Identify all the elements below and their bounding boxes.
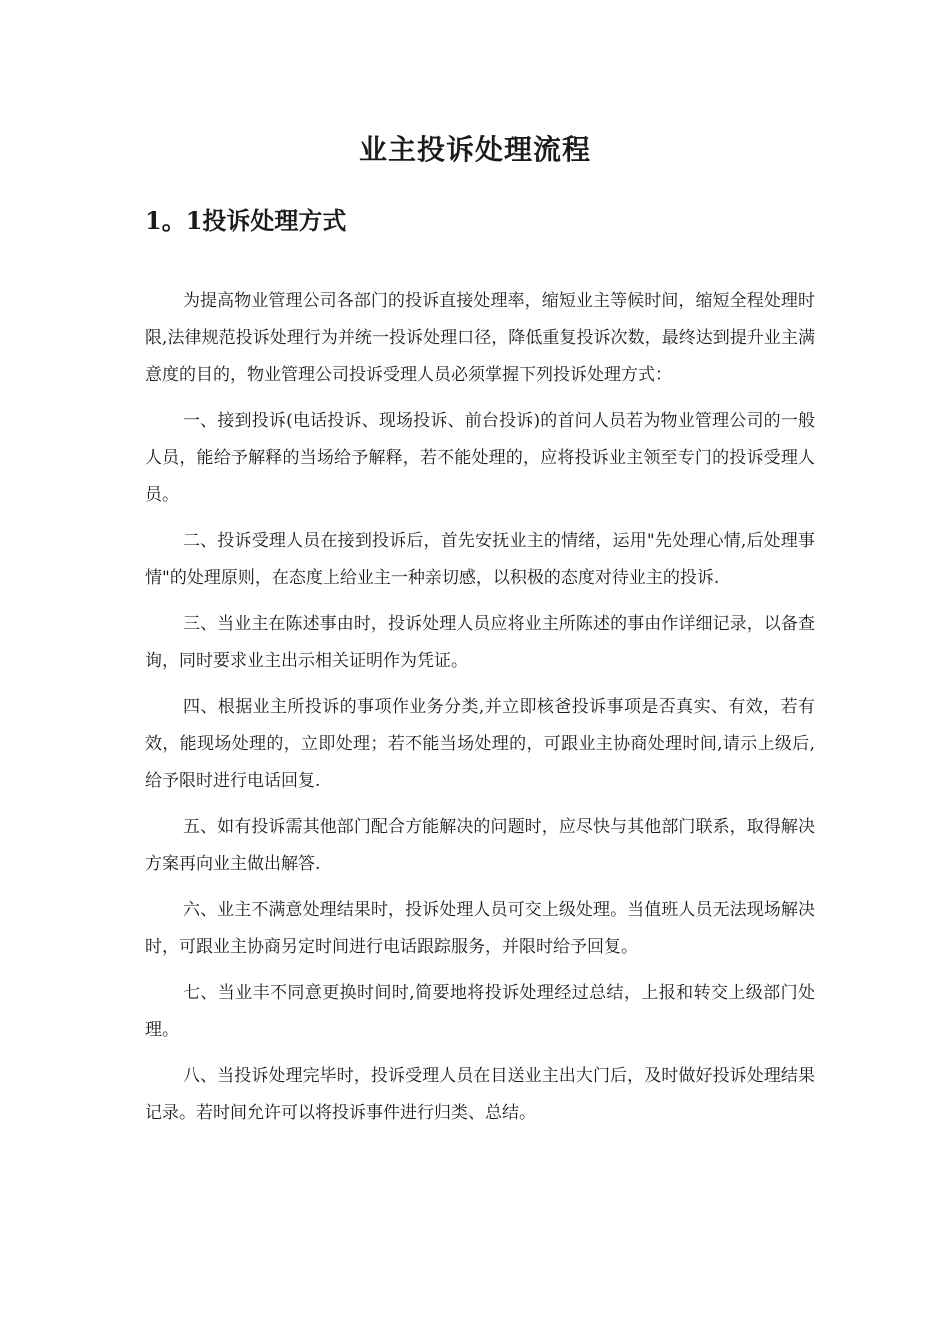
section-heading: 1。1投诉处理方式: [145, 206, 347, 235]
procedure-step-6: 六、业主不满意处理结果时，投诉处理人员可交上级处理。当值班人员无法现场解决时，可跟业主协商另定时间进行电话跟踪服务，并限时给予回复。: [145, 900, 815, 957]
document-title: 业主投诉处理流程: [358, 133, 591, 166]
procedure-step-5: 五、如有投诉需其他部门配合方能解决的问题时，应尽快与其他部门联系，取得解决方案再向业主做出解答.: [145, 817, 815, 874]
procedure-step-3: 三、当业主在陈述事由时，投诉处理人员应将业主所陈述的事由作详细记录，以备查询，同时要求业主出示相关证明作为凭证。: [145, 614, 815, 671]
procedure-step-1: 一、接到投诉(电话投诉、现场投诉、前台投诉)的首问人员若为物业管理公司的一般人员，能给予解释的当场给予解释，若不能处理的，应将投诉业主领至专门的投诉受理人员。: [145, 411, 815, 505]
document-body: [145, 283, 815, 1141]
procedure-step-8: 八、当投诉处理完毕时，投诉受理人员在目送业主出大门后，及时做好投诉处理结果记录。若时间允许可以将投诉事件进行归类、总结。: [145, 1066, 815, 1123]
procedure-step-2: 二、投诉受理人员在接到投诉后，首先安抚业主的情绪，运用"先处理心情,后处理事情"的处理原则，在态度上给业主一种亲切感，以积极的态度对待业主的投诉.: [145, 531, 815, 588]
intro-paragraph: 为提高物业管理公司各部门的投诉直接处理率，缩短业主等候时间，缩短全程处理时限,法律规范投诉处理行为并统一投诉处理口径，降低重复投诉次数，最终达到提升业主满意度的目的，物业管理公司投诉受理人员必须掌握下列投诉处理方式：: [145, 291, 815, 385]
procedure-step-7: 七、当业丰不同意更换时间时,简要地将投诉处理经过总结，上报和转交上级部门处理。: [145, 983, 815, 1040]
procedure-step-4: 四、根据业主所投诉的事项作业务分类,并立即核爸投诉事项是否真实、有效，若有效，能现场处理的，立即处理；若不能当场处理的，可跟业主协商处理时间,请示上级后,给予限时进行电话回复.: [145, 697, 815, 791]
